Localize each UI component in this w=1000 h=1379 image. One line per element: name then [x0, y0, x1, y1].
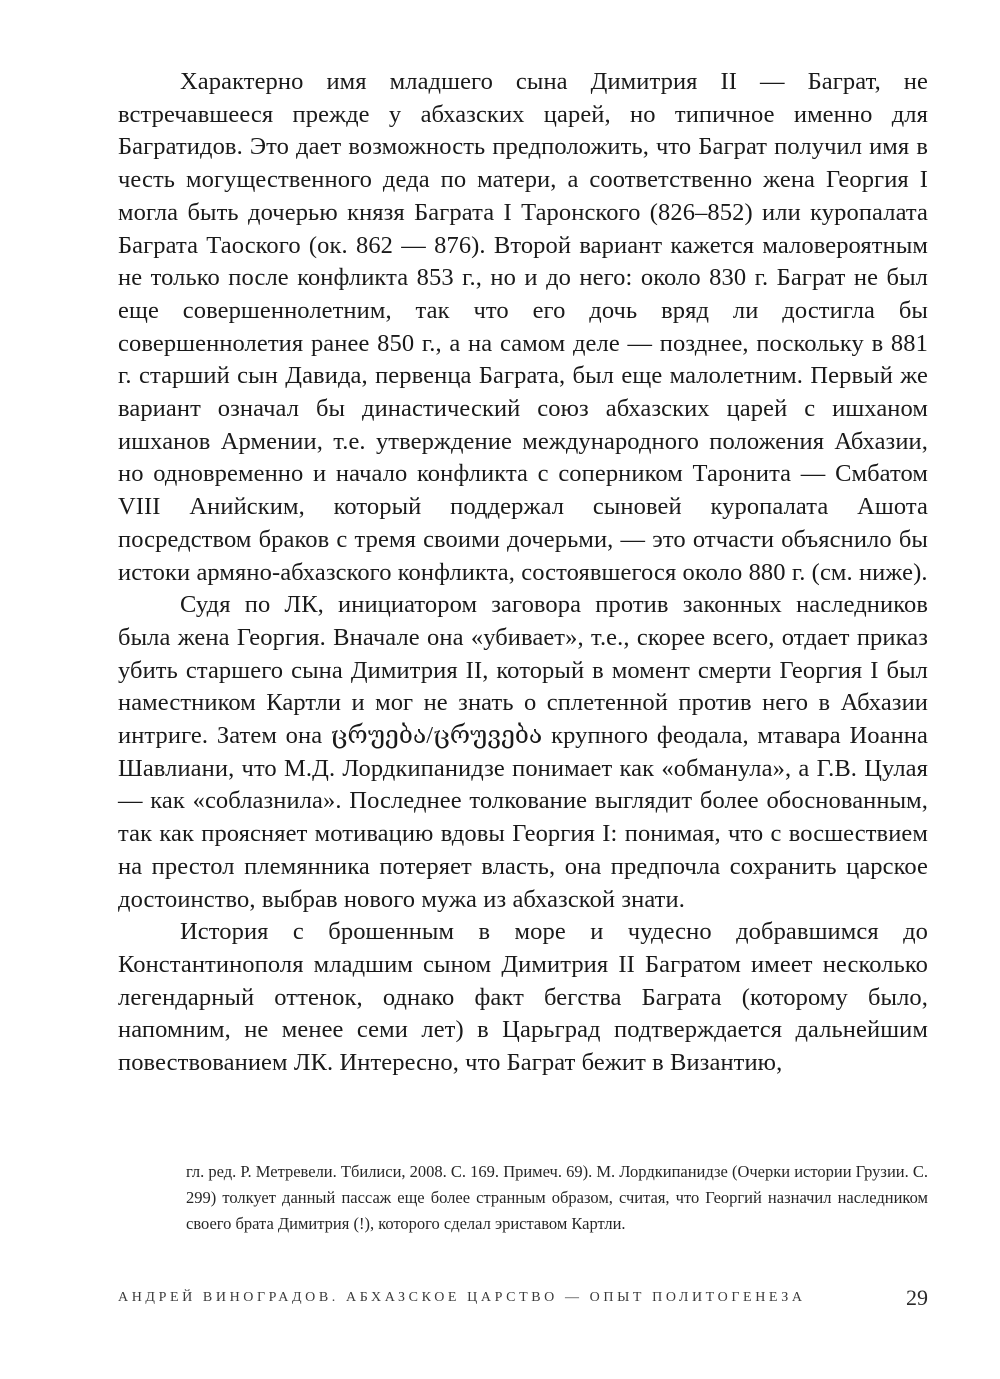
- paragraph-1: Характерно имя младшего сына Димитрия II — Баграт, не встречавшееся прежде у абхазских царей, но типичное именно для Багратидов. Это дает возможность предположить, что Баграт получил имя в честь могущественного деда по матери, а соответственно жена Георгия I могла быть дочерью князя Баграта I Таронского (826–852) или куропалата Баграта Таоского (ок. 862 — 876). Второй вариант кажется маловероятным не только после конфликта 853 г., но и до него: около 830 г. Баграт не был еще совершеннолетним, так что его дочь вряд ли достигла бы совершеннолетия ранее 850 г., а на самом деле — позднее, поскольку в 881 г. старший сын Давида, первенца Баграта, был еще малолетним. Первый же вариант означал бы династический союз абхазских царей с ишханом ишханов Армении, т.е. утверждение международного положения Абхазии, но одновременно и начало конфликта с соперником Таронита — Смбатом VIII Анийским, который поддержал сыновей куропалата Ашота посредством браков с тремя своими дочерьми, — это отчасти объяснило бы истоки армяно-абхазского конфликта, состоявшегося около 880 г. (см. ниже).: [118, 68, 928, 586]
- footnote: [186, 1159, 928, 1237]
- footnote-text: гл. ред. Р. Метревели. Тбилиси, 2008. С. 169. Примеч. 69). М. Лордкипанидзе (Очерки истории Грузии. С. 299) толкует данный пассаж еще более странным образом, считая, что Георгий назначил наследником своего брата Димитрия (!), которого сделал эриставом Картли.: [186, 1162, 928, 1233]
- running-footer: АНДРЕЙ ВИНОГРАДОВ. АБХАЗСКОЕ ЦАРСТВО — ОПЫТ ПОЛИТОГЕНЕЗА: [118, 1290, 806, 1305]
- page-number: 29: [906, 1285, 928, 1310]
- paragraph-3: История с брошенным в море и чудесно добравшимся до Константинополя младшим сыном Димитрия II Багратом имеет несколько легендарный оттенок, однако факт бегства Баграта (которому было, напомним, не менее семи лет) в Царьград подтверждается дальнейшим повествованием ЛК. Интересно, что Баграт бежит в Византию,: [118, 918, 928, 1077]
- paragraph-2: Судя по ЛК, инициатором заговора против законных наследников была жена Георгия. Вначале она «убивает», т.е., скорее всего, отдает приказ убить старшего сына Димитрия II, который в момент смерти Георгия I был наместником Картли и мог не знать о сплетенной против него в Абхазии интриге. Затем она ცრუება/ცრუვება крупного феодала, мтавара Иоанна Шавлиани, что М.Д. Лордкипанидзе понимает как «обманула», а Г.В. Цулая — как «соблазнила». Последнее толкование выглядит более обоснованным, так как проясняет мотивацию вдовы Георгия I: понимая, что с восшествием на престол племянника потеряет власть, она предпочла сохранить царское достоинство, выбрав нового мужа из абхазской знати.: [118, 591, 928, 913]
- main-text: [118, 66, 928, 1080]
